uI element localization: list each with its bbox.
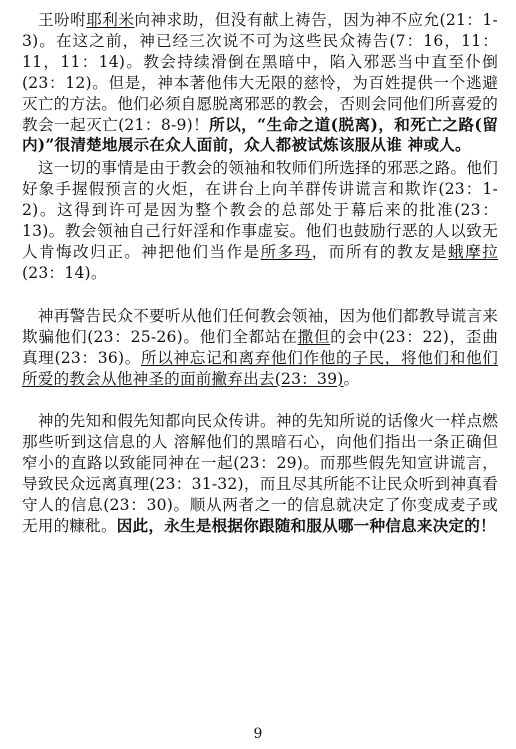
text-segment: 的会中(23：22)，歪曲真理(23：36)。: [22, 327, 499, 367]
paragraph-2: [22, 158, 498, 283]
text-segment: 神再警告民众不要听从他们任何教会领袖，因为他们都教导谎言来欺骗他们(23：25-26)。他们全都站在: [22, 306, 498, 346]
text-segment: 这一切的事情是由于教会的领袖和牧师们所选择的邪恶之路。他们好象手握假预言的火炬，在讲台上向羊群传讲谎言和欺诈(23：1-2)。这得到许可是因为整个教会的总部处于幕后来的批准(23：13)。教会领袖自己行奸淫和作事虚妄。他们也鼓励行恶的人以致无人肯悔改归正。神把他们当作是: [22, 159, 498, 261]
text-segment: 向神求助，但没有献上祷告，因为神不应允(21：1-3)。在这之前，神已经三次说不可为这些民众祷告(7：16，11：11，11：14)。教会持续滑倒在黑暗中，陷入邪恶当中直至仆倒(23：12)。但是，神本著他伟大无限的慈怜，为百姓提供一个逃避灭亡的方法。他们必须自愿脱离邪恶的教会，否则会同他们所喜爱的教会一起灭亡(21：8-9)！: [22, 11, 498, 134]
text-segment: 神的先知和假先知都向民众传讲。神的先知所说的话像火一样点燃那些听到这信息的人 溶解他们的黑暗石心，向他们指出一条正确但窄小的直路以致能同神在一起(23：29)。而那些假先知宣讲谎言，导致民众远离真理(23：31-32)，而且尽其所能不让民众听到神真看守人的信息(23：30)。顺从两者之一的信息就决定了你变成麦子或无用的糠秕。: [22, 412, 498, 535]
underlined-emphasis-text: 所以神忘记和离弃他们作他的子民，将他们和他们所爱的教会从他神圣的面前撇弃出去(23：39): [22, 348, 498, 388]
underlined-name-satan: 撒但: [297, 327, 331, 346]
underlined-name-jeremiah: 耶利米: [86, 11, 135, 29]
text-segment: 。: [343, 369, 360, 388]
text-segment: 王吩咐: [37, 11, 87, 29]
text-segment: (23：14)。: [22, 263, 107, 282]
underlined-name-gomorrah: 蛾摩拉: [448, 242, 498, 261]
paragraph-1: [22, 10, 498, 156]
bold-emphasis-text: 因此，永生是根据你跟随和服从哪一种信息来决定的！: [116, 515, 496, 535]
paragraph-3: [22, 306, 498, 390]
bold-emphasis-text: 所以，“生命之道(脱离)，和死亡之路(留内)”很清楚地展示在众人面前，众人都被试炼该服从谁 神或人。: [22, 114, 498, 155]
text-segment: ，而所有的教友是: [311, 242, 449, 261]
underlined-name-sodom: 所多玛: [260, 242, 312, 261]
paragraph-4: [22, 411, 498, 536]
page-number: 9: [253, 726, 263, 742]
